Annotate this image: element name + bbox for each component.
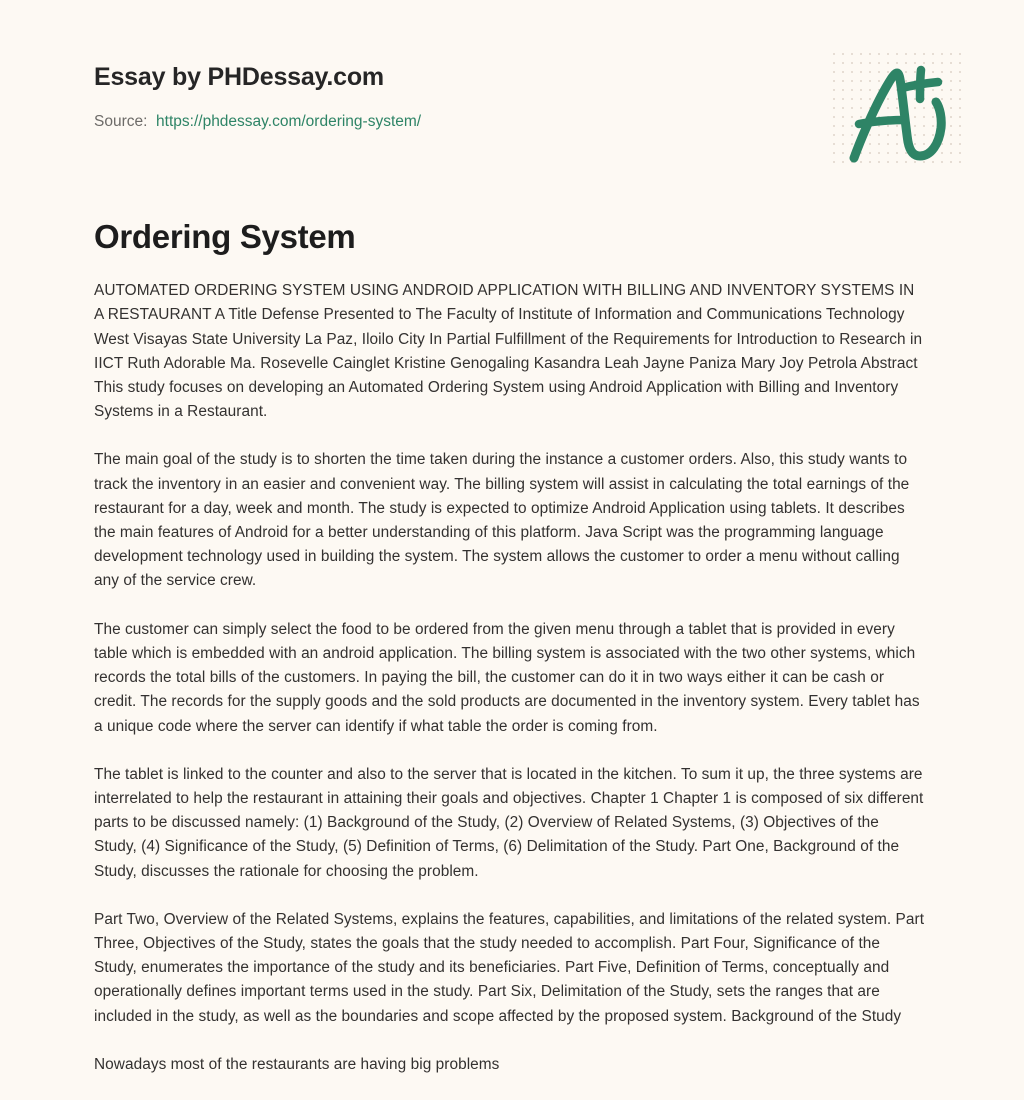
- article-body: [0, 279, 1024, 1077]
- source-label: Source:: [94, 113, 148, 130]
- article-paragraph: The main goal of the study is to shorten the time taken during the instance a customer orders. Also, this study wants to track the inventory in an easier and convenient way. The billing system will assist in calculating the total earnings of the restaurant for a day, week and month. The study is expected to optimize Android Application using tablets. It describes the main features of Android for a better understanding of this platform. Java Script was the programming language development technology used in building the system. The system allows the customer to order a menu without calling any of the service crew.: [94, 451, 910, 590]
- source-url-link[interactable]: https://phdessay.com/ordering-system/: [156, 113, 422, 130]
- article-paragraph: AUTOMATED ORDERING SYSTEM USING ANDROID APPLICATION WITH BILLING AND INVENTORY SYSTEMS IN A RESTAURANT A Title Defense Presented to The Faculty of Institute of Information and Communications Technology West Visayas State University La Paz, Iloilo City In Partial Fulfillment of the Requirements for Introduction to Research in IICT Ruth Adorable Ma. Rosevelle Cainglet Kristine Genogaling Kasandra Leah Jayne Paniza Mary Joy Petrola Abstract This study focuses on developing an Automated Ordering System using Android Application with Billing and Inventory Systems in a Restaurant.: [94, 282, 923, 421]
- article-paragraph: Nowadays most of the restaurants are having big problems: [94, 1055, 500, 1073]
- article-paragraph: The tablet is linked to the counter and also to the server that is located in the kitchen. To sum it up, the three systems are interrelated to help the restaurant in attaining their goals and objectives. Chapter 1 Chapter 1 is composed of six different parts to be discussed namely: (1) Background of the Study, (2) Overview of Related Systems, (3) Objectives of the Study, (4) Significance of the Study, (5) Definition of Terms, (6) Delimitation of the Study. Part One, Background of the Study, discusses the rationale for choosing the problem.: [94, 765, 924, 880]
- page-title: Ordering System: [94, 218, 356, 255]
- aplus-logo-icon: [832, 52, 962, 170]
- brand-title: Essay by PHDessay.com: [94, 63, 384, 91]
- source-line: [94, 112, 928, 132]
- article-paragraph: The customer can simply select the food to be ordered from the given menu through a tablet that is provided in every table which is embedded with an android application. The billing system is associated with the two other systems, which records the total bills of the customers. In paying the bill, the customer can do it in two ways either it can be cash or credit. The records for the supply goods and the sold products are documented in the inventory system. Every tablet has a unique code where the server can identify if what table the order is coming from.: [94, 620, 920, 735]
- article-paragraph: Part Two, Overview of the Related Systems, explains the features, capabilities, and limitations of the related system. Part Three, Objectives of the Study, states the goals that the study needed to accomplish. Part Four, Significance of the Study, enumerates the importance of the study and its beneficiaries. Part Five, Definition of Terms, conceptually and operationally defines important terms used in the study. Part Six, Delimitation of the Study, sets the ranges that are included in the study, as well as the boundaries and scope affected by the proposed system. Background of the Study: [94, 910, 925, 1025]
- page-header: [0, 0, 1024, 150]
